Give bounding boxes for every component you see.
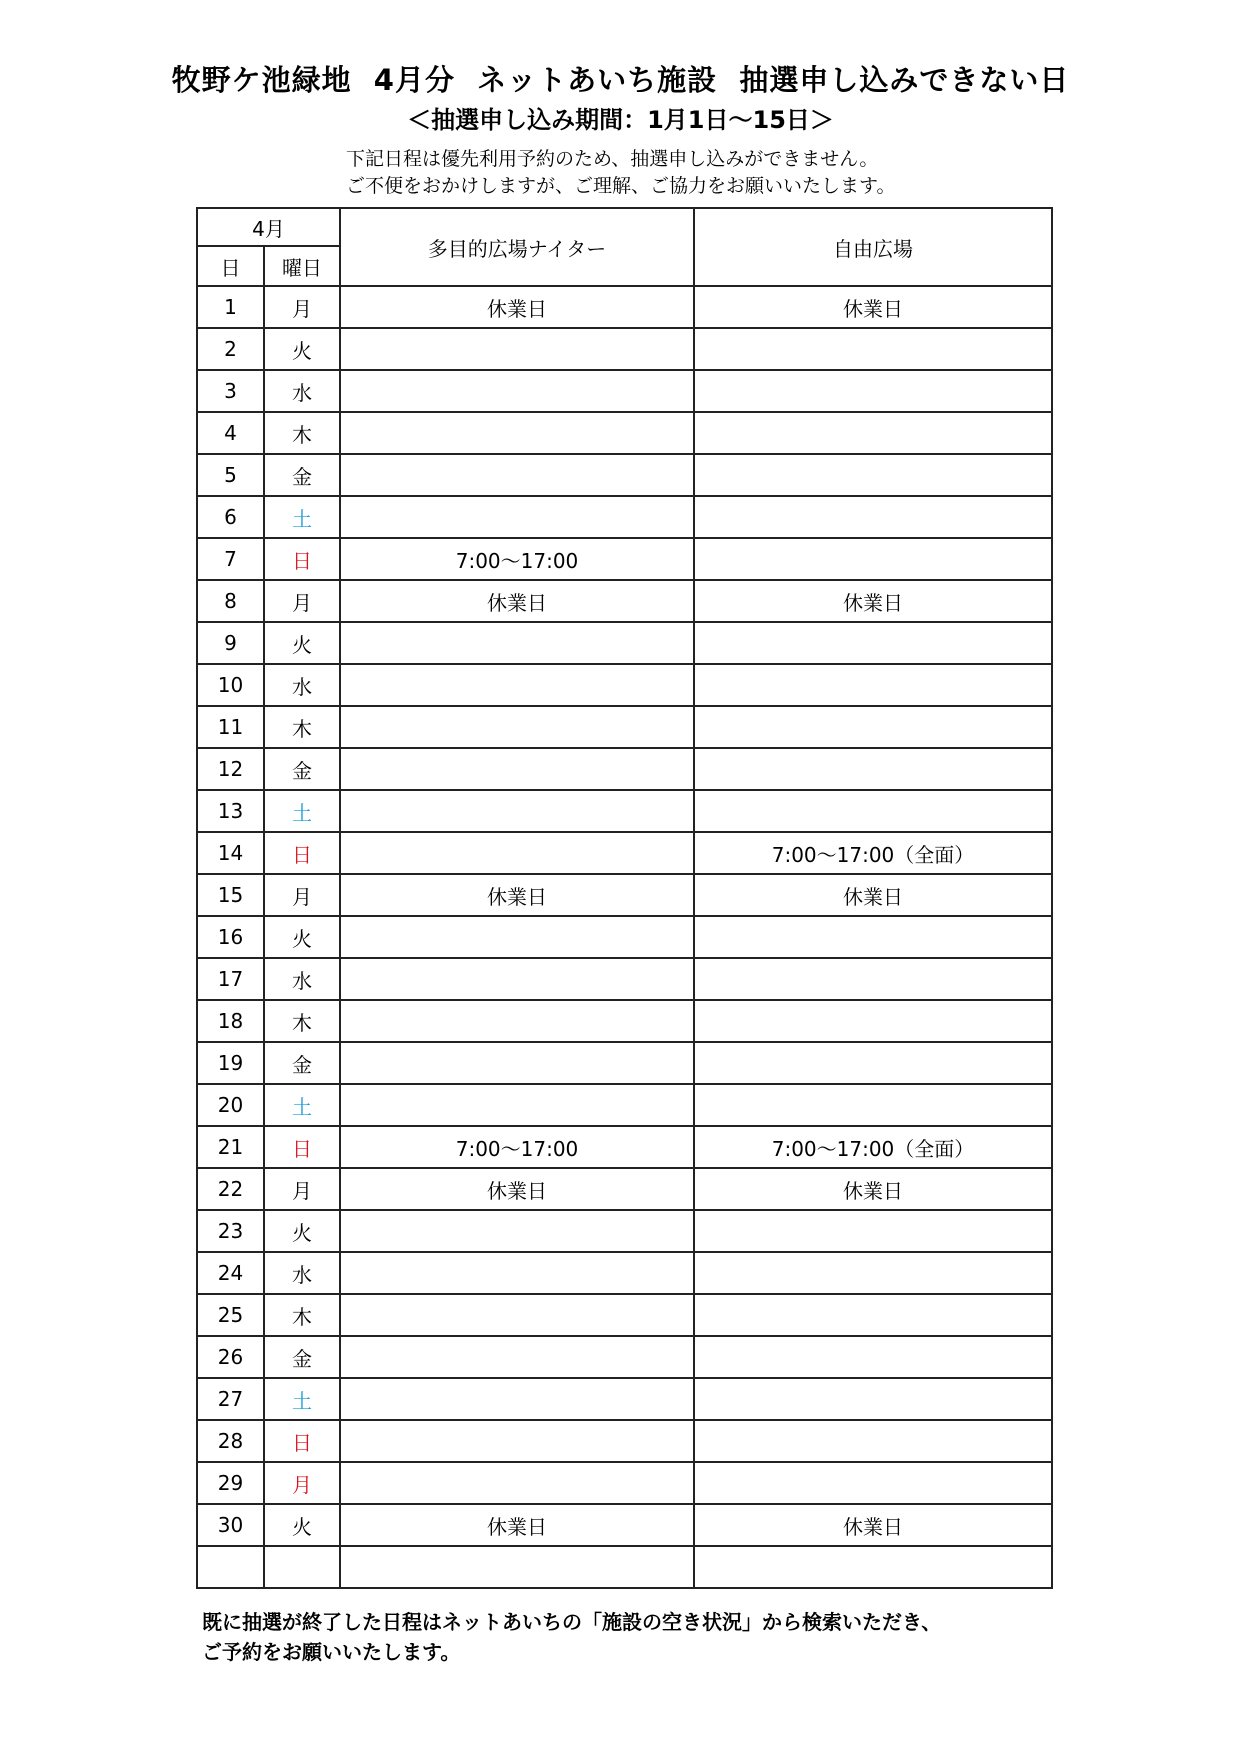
day-cell: 28 xyxy=(197,1420,264,1462)
weekday-cell: 火 xyxy=(264,1210,340,1252)
multipurpose-night-cell xyxy=(340,1252,694,1294)
table-row xyxy=(197,328,1052,370)
multipurpose-night-cell xyxy=(340,1546,694,1588)
day-cell: 15 xyxy=(197,874,264,916)
multipurpose-night-cell xyxy=(340,748,694,790)
multipurpose-night-cell xyxy=(340,1000,694,1042)
table-row xyxy=(197,1294,1052,1336)
table-row xyxy=(197,1252,1052,1294)
table-row xyxy=(197,538,1052,580)
weekday-cell: 火 xyxy=(264,1504,340,1546)
weekday-cell: 月 xyxy=(264,286,340,328)
table-row xyxy=(197,832,1052,874)
free-plaza-cell xyxy=(694,328,1052,370)
table-row xyxy=(197,706,1052,748)
weekday-cell: 月 xyxy=(264,580,340,622)
weekday-cell: 月 xyxy=(264,1168,340,1210)
weekday-cell: 土 xyxy=(264,496,340,538)
day-cell: 4 xyxy=(197,412,264,454)
free-plaza-cell: 休業日 xyxy=(694,1168,1052,1210)
table-row xyxy=(197,1000,1052,1042)
free-plaza-cell xyxy=(694,412,1052,454)
free-plaza-cell xyxy=(694,1294,1052,1336)
table-row xyxy=(197,1504,1052,1546)
free-plaza-cell xyxy=(694,748,1052,790)
table-row xyxy=(197,1336,1052,1378)
day-cell: 24 xyxy=(197,1252,264,1294)
table-row xyxy=(197,790,1052,832)
table-row xyxy=(197,454,1052,496)
weekday-cell: 月 xyxy=(264,1462,340,1504)
table-row xyxy=(197,1042,1052,1084)
weekday-cell: 日 xyxy=(264,538,340,580)
multipurpose-night-cell xyxy=(340,496,694,538)
multipurpose-night-cell xyxy=(340,706,694,748)
table-row xyxy=(197,1546,1052,1588)
free-plaza-cell xyxy=(694,454,1052,496)
day-cell: 23 xyxy=(197,1210,264,1252)
footer-line-1: 既に抽選が終了した日程はネットあいちの「施設の空き状況」から検索いただき、 xyxy=(202,1610,942,1634)
free-plaza-cell: 休業日 xyxy=(694,1504,1052,1546)
footer-line-2: ご予約をお願いいたします。 xyxy=(202,1640,461,1664)
free-plaza-cell xyxy=(694,664,1052,706)
day-cell: 7 xyxy=(197,538,264,580)
day-cell: 10 xyxy=(197,664,264,706)
weekday-cell: 月 xyxy=(264,874,340,916)
weekday-cell: 土 xyxy=(264,790,340,832)
weekday-cell: 日 xyxy=(264,1126,340,1168)
day-cell: 8 xyxy=(197,580,264,622)
day-cell: 19 xyxy=(197,1042,264,1084)
day-cell: 12 xyxy=(197,748,264,790)
multipurpose-night-cell xyxy=(340,370,694,412)
multipurpose-night-cell: 休業日 xyxy=(340,1504,694,1546)
multipurpose-night-cell xyxy=(340,916,694,958)
free-plaza-cell xyxy=(694,1462,1052,1504)
multipurpose-night-cell xyxy=(340,832,694,874)
weekday-cell: 木 xyxy=(264,706,340,748)
free-plaza-cell xyxy=(694,1084,1052,1126)
free-plaza-cell xyxy=(694,958,1052,1000)
free-plaza-cell xyxy=(694,1420,1052,1462)
day-header: 日 xyxy=(197,246,264,286)
free-plaza-cell xyxy=(694,1336,1052,1378)
day-cell: 1 xyxy=(197,286,264,328)
weekday-cell: 土 xyxy=(264,1378,340,1420)
day-cell xyxy=(197,1546,264,1588)
table-row xyxy=(197,1168,1052,1210)
table-row xyxy=(197,1084,1052,1126)
notice-line-1: 下記日程は優先利用予約のため、抽選申し込みができません。 xyxy=(346,148,879,170)
multipurpose-night-cell xyxy=(340,790,694,832)
table-row xyxy=(197,874,1052,916)
multipurpose-night-cell xyxy=(340,1420,694,1462)
weekday-cell: 火 xyxy=(264,328,340,370)
free-plaza-cell xyxy=(694,790,1052,832)
table-row xyxy=(197,580,1052,622)
weekday-cell: 水 xyxy=(264,370,340,412)
day-cell: 11 xyxy=(197,706,264,748)
free-plaza-cell xyxy=(694,1210,1052,1252)
multipurpose-night-cell xyxy=(340,1294,694,1336)
multipurpose-night-cell xyxy=(340,1336,694,1378)
free-plaza-cell xyxy=(694,1042,1052,1084)
multipurpose-night-cell xyxy=(340,1462,694,1504)
multipurpose-night-cell xyxy=(340,1042,694,1084)
multipurpose-night-cell: 休業日 xyxy=(340,1168,694,1210)
multipurpose-night-cell xyxy=(340,1210,694,1252)
free-plaza-cell: 休業日 xyxy=(694,286,1052,328)
table-row xyxy=(197,1378,1052,1420)
multipurpose-night-cell: 休業日 xyxy=(340,580,694,622)
multipurpose-night-cell: 休業日 xyxy=(340,286,694,328)
day-cell: 26 xyxy=(197,1336,264,1378)
table-row xyxy=(197,1462,1052,1504)
multipurpose-night-cell xyxy=(340,454,694,496)
table-row xyxy=(197,1126,1052,1168)
weekday-cell xyxy=(264,1546,340,1588)
multipurpose-night-cell xyxy=(340,1378,694,1420)
weekday-cell: 木 xyxy=(264,412,340,454)
table-row xyxy=(197,1210,1052,1252)
table-row xyxy=(197,286,1052,328)
free-plaza-cell: 休業日 xyxy=(694,580,1052,622)
day-cell: 18 xyxy=(197,1000,264,1042)
free-plaza-cell: 7:00～17:00（全面） xyxy=(694,832,1052,874)
weekday-cell: 木 xyxy=(264,1294,340,1336)
notice-text xyxy=(346,146,895,200)
weekday-cell: 日 xyxy=(264,832,340,874)
application-period: ＜抽選申し込み期間：1月1日～15日＞ xyxy=(407,106,834,134)
day-cell: 6 xyxy=(197,496,264,538)
month-header: 4月 xyxy=(197,208,340,246)
weekday-cell: 土 xyxy=(264,1084,340,1126)
free-plaza-cell xyxy=(694,1000,1052,1042)
day-cell: 16 xyxy=(197,916,264,958)
multipurpose-night-cell: 7:00～17:00 xyxy=(340,1126,694,1168)
day-cell: 21 xyxy=(197,1126,264,1168)
page-title: 牧野ケ池緑地 4月分 ネットあいち施設 抽選申し込みできない日 xyxy=(171,63,1070,97)
weekday-cell: 火 xyxy=(264,622,340,664)
weekday-header: 曜日 xyxy=(264,246,340,286)
schedule-table xyxy=(196,207,1053,1589)
free-plaza-cell xyxy=(694,916,1052,958)
weekday-cell: 木 xyxy=(264,1000,340,1042)
table-row xyxy=(197,496,1052,538)
table-row xyxy=(197,622,1052,664)
multipurpose-night-cell: 7:00～17:00 xyxy=(340,538,694,580)
table-row xyxy=(197,412,1052,454)
weekday-cell: 水 xyxy=(264,1252,340,1294)
table-row xyxy=(197,664,1052,706)
weekday-cell: 金 xyxy=(264,748,340,790)
free-plaza-cell: 7:00～17:00（全面） xyxy=(694,1126,1052,1168)
multipurpose-night-cell xyxy=(340,412,694,454)
day-cell: 29 xyxy=(197,1462,264,1504)
table-row xyxy=(197,958,1052,1000)
notice-line-2: ご不便をおかけしますが、ご理解、ご協力をお願いいたします。 xyxy=(346,175,896,197)
weekday-cell: 水 xyxy=(264,664,340,706)
free-plaza-cell xyxy=(694,1378,1052,1420)
multipurpose-night-cell xyxy=(340,622,694,664)
free-plaza-cell xyxy=(694,370,1052,412)
table-row xyxy=(197,1420,1052,1462)
footer-note xyxy=(202,1607,941,1667)
day-cell: 9 xyxy=(197,622,264,664)
free-plaza-cell xyxy=(694,496,1052,538)
day-cell: 17 xyxy=(197,958,264,1000)
day-cell: 13 xyxy=(197,790,264,832)
weekday-cell: 金 xyxy=(264,454,340,496)
weekday-cell: 火 xyxy=(264,916,340,958)
free-plaza-cell xyxy=(694,538,1052,580)
table-row xyxy=(197,370,1052,412)
free-plaza-cell xyxy=(694,1546,1052,1588)
day-cell: 27 xyxy=(197,1378,264,1420)
day-cell: 3 xyxy=(197,370,264,412)
table-row xyxy=(197,748,1052,790)
weekday-cell: 水 xyxy=(264,958,340,1000)
day-cell: 30 xyxy=(197,1504,264,1546)
day-cell: 5 xyxy=(197,454,264,496)
day-cell: 22 xyxy=(197,1168,264,1210)
multipurpose-night-cell xyxy=(340,958,694,1000)
weekday-cell: 金 xyxy=(264,1042,340,1084)
column-header-multipurpose-night: 多目的広場ナイター xyxy=(340,208,694,286)
day-cell: 20 xyxy=(197,1084,264,1126)
multipurpose-night-cell xyxy=(340,328,694,370)
weekday-cell: 日 xyxy=(264,1420,340,1462)
multipurpose-night-cell xyxy=(340,664,694,706)
table-row xyxy=(197,916,1052,958)
free-plaza-cell xyxy=(694,1252,1052,1294)
free-plaza-cell: 休業日 xyxy=(694,874,1052,916)
weekday-cell: 金 xyxy=(264,1336,340,1378)
column-header-free-plaza: 自由広場 xyxy=(694,208,1052,286)
day-cell: 25 xyxy=(197,1294,264,1336)
day-cell: 14 xyxy=(197,832,264,874)
free-plaza-cell xyxy=(694,706,1052,748)
day-cell: 2 xyxy=(197,328,264,370)
free-plaza-cell xyxy=(694,622,1052,664)
multipurpose-night-cell xyxy=(340,1084,694,1126)
multipurpose-night-cell: 休業日 xyxy=(340,874,694,916)
